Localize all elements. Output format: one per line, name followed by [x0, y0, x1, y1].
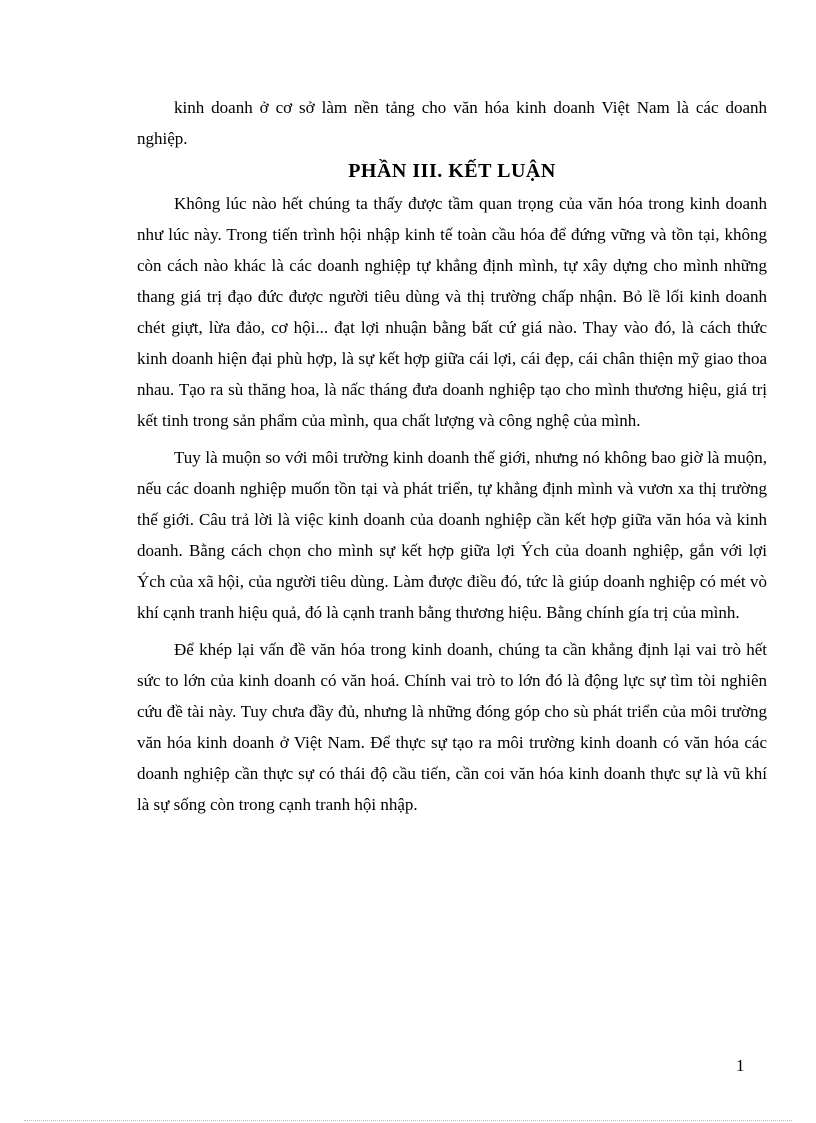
document-page: [137, 92, 767, 820]
page-number: 1: [736, 1056, 745, 1075]
footer-divider: [24, 1120, 792, 1121]
section-heading: PHẦN III. KẾT LUẬN: [348, 160, 556, 182]
paragraph-2: Tuy là muộn so với môi trường kinh doanh thế giới, nhưng nó không bao giờ là muộn, nếu các doanh nghiệp muốn tồn tại và phát triển, tự khẳng định mình và vươn xa thị trường thế giới. Câu trả lời là việc kinh doanh của doanh nghiệp cần kết hợp giữa văn hóa và kinh doanh. Bằng cách chọn cho mình sự kết hợp giữa lợi Ých của doanh nghiệp, gắn với lợi Ých của xã hội, của người tiêu dùng. Làm được điều đó, tức là giúp doanh nghiệp có mét vò khí cạnh tranh hiệu quả, đó là cạnh tranh bằng thương hiệu. Bằng chính gía trị của mình.: [137, 448, 767, 622]
paragraph-1: Không lúc nào hết chúng ta thấy được tầm quan trọng của văn hóa trong kinh doanh như lúc này. Trong tiến trình hội nhập kinh tế toàn cầu hóa để đứng vững và tồn tại, không còn cách nào khác là các doanh nghiệp tự khẳng định mình, tự xây dựng cho mình những thang giá trị đạo đức được người tiêu dùng và thị trường chấp nhận. Bỏ lề lối kinh doanh chét giựt, lừa đảo, cơ hội... đạt lợi nhuận bằng bất cứ giá nào. Thay vào đó, là cách thức kinh doanh hiện đại phù hợp, là sự kết hợp giữa cái lợi, cái đẹp, cái chân thiện mỹ giao thoa nhau. Tạo ra sù thăng hoa, là nấc tháng đưa doanh nghiệp tạo cho mình thương hiệu, giá trị kết tinh trong sản phẩm của mình, qua chất lượng và công nghệ của mình.: [137, 194, 767, 430]
paragraph-3: Để khép lại vấn đề văn hóa trong kinh doanh, chúng ta cần khẳng định lại vai trò hết sức to lớn của kinh doanh có văn hoá. Chính vai trò to lớn đó là động lực sự tìm tòi nghiên cứu đề tài này. Tuy chưa đầy đủ, nhưng là những đóng góp cho sù phát triển của môi trường văn hóa kinh doanh ở Việt Nam. Để thực sự tạo ra môi trường kinh doanh có văn hóa các doanh nghiệp cần thực sự có thái độ cầu tiến, cần coi văn hóa kinh doanh thực sự là vũ khí là sự sống còn trong cạnh tranh hội nhập.: [137, 640, 767, 814]
intro-paragraph: kinh doanh ở cơ sở làm nền tảng cho văn hóa kinh doanh Việt Nam là các doanh nghiệp.: [137, 98, 767, 148]
